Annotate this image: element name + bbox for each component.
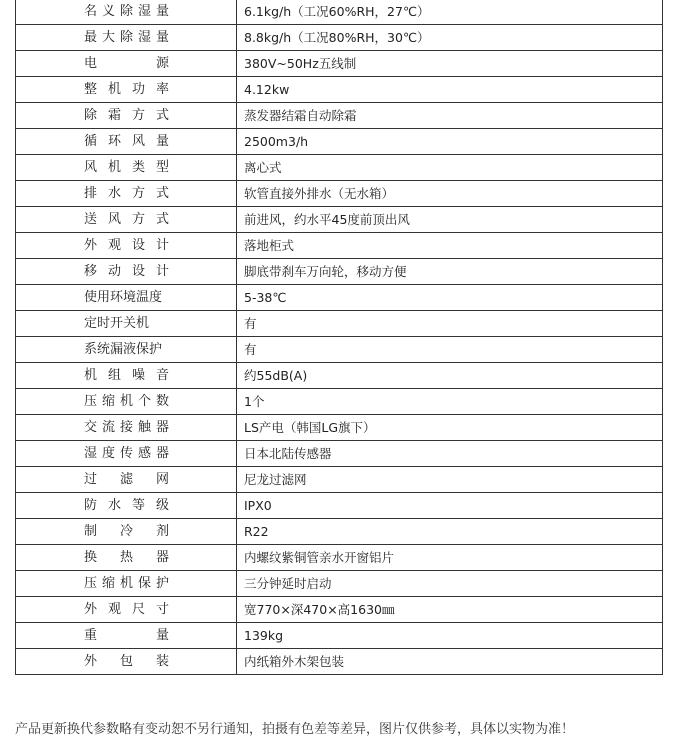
- spec-value: 有: [237, 311, 663, 337]
- spec-table: [15, 0, 663, 675]
- spec-value: 落地柜式: [237, 233, 663, 259]
- spec-value: 5-38℃: [237, 285, 663, 311]
- spec-label: 防水等级: [84, 498, 169, 513]
- spec-value: 尼龙过滤网: [237, 467, 663, 493]
- spec-row: [16, 441, 663, 467]
- spec-label-cell: [16, 25, 237, 51]
- spec-label-cell: [16, 623, 237, 649]
- spec-label: 除霜方式: [84, 108, 169, 123]
- footer-note: 产品更新换代参数略有变动恕不另行通知，拍摄有色差等差异，图片仅供参考，具体以实物为准！: [15, 722, 575, 737]
- spec-label: 压缩机个数: [84, 394, 169, 409]
- spec-label-cell: [16, 207, 237, 233]
- spec-label-cell: [16, 259, 237, 285]
- spec-label: 名义除湿量: [84, 4, 169, 19]
- spec-label-cell: [16, 415, 237, 441]
- spec-label-cell: [16, 441, 237, 467]
- spec-row: [16, 259, 663, 285]
- spec-row: [16, 103, 663, 129]
- spec-row: [16, 493, 663, 519]
- spec-row: [16, 77, 663, 103]
- spec-label: 风机类型: [84, 160, 169, 175]
- spec-table-body: [16, 0, 663, 675]
- spec-label: 湿度传感器: [84, 446, 169, 461]
- spec-label-cell: [16, 233, 237, 259]
- spec-label: 交流接触器: [84, 420, 169, 435]
- spec-value: 139kg: [237, 623, 663, 649]
- spec-value: 软管直接外排水（无水箱）: [237, 181, 663, 207]
- spec-label-cell: [16, 155, 237, 181]
- spec-label: 换热器: [84, 550, 169, 565]
- spec-row: [16, 155, 663, 181]
- spec-label-cell: [16, 103, 237, 129]
- spec-label-cell: [16, 363, 237, 389]
- spec-value: R22: [237, 519, 663, 545]
- spec-row: [16, 597, 663, 623]
- spec-label-cell: [16, 493, 237, 519]
- spec-value: 蒸发器结霜自动除霜: [237, 103, 663, 129]
- spec-label-cell: [16, 545, 237, 571]
- spec-label-cell: [16, 649, 237, 675]
- spec-value: 有: [237, 337, 663, 363]
- spec-row: [16, 623, 663, 649]
- spec-row: [16, 129, 663, 155]
- spec-row: [16, 311, 663, 337]
- spec-row: [16, 389, 663, 415]
- spec-row: [16, 467, 663, 493]
- spec-value: 脚底带刹车万向轮，移动方便: [237, 259, 663, 285]
- spec-value: LS产电（韩国LG旗下）: [237, 415, 663, 441]
- spec-label: 机组噪音: [84, 368, 169, 383]
- spec-label: 重量: [84, 628, 169, 643]
- spec-value: 4.12kw: [237, 77, 663, 103]
- spec-label-cell: [16, 389, 237, 415]
- spec-label: 定时开关机: [84, 316, 150, 331]
- spec-label-cell: [16, 337, 237, 363]
- spec-value: 日本北陆传感器: [237, 441, 663, 467]
- spec-value: 三分钟延时启动: [237, 571, 663, 597]
- spec-value: 离心式: [237, 155, 663, 181]
- spec-row: [16, 545, 663, 571]
- spec-label-cell: [16, 519, 237, 545]
- spec-row: [16, 207, 663, 233]
- spec-value: 8.8kg/h（工况80%RH，30℃）: [237, 25, 663, 51]
- spec-row: [16, 181, 663, 207]
- spec-row: [16, 571, 663, 597]
- spec-row: [16, 519, 663, 545]
- spec-value: 内纸箱外木架包装: [237, 649, 663, 675]
- spec-label: 排水方式: [84, 186, 169, 201]
- spec-label-cell: [16, 285, 237, 311]
- spec-label: 压缩机保护: [84, 576, 169, 591]
- spec-label: 电源: [84, 56, 169, 71]
- spec-row: [16, 337, 663, 363]
- spec-value: 约55dB(A): [237, 363, 663, 389]
- spec-label: 使用环境温度: [84, 290, 163, 305]
- spec-value: 6.1kg/h（工况60%RH，27℃）: [237, 0, 663, 25]
- spec-label-cell: [16, 467, 237, 493]
- spec-row: [16, 415, 663, 441]
- spec-value: 前进风，约水平45度前顶出风: [237, 207, 663, 233]
- spec-label: 送风方式: [84, 212, 169, 227]
- spec-label-cell: [16, 311, 237, 337]
- spec-label: 过滤网: [84, 472, 169, 487]
- spec-value: 内螺纹紫铜管亲水开窗铝片: [237, 545, 663, 571]
- spec-label: 外观设计: [84, 238, 169, 253]
- spec-row: [16, 0, 663, 25]
- spec-label: 系统漏液保护: [84, 342, 163, 357]
- spec-label-cell: [16, 129, 237, 155]
- spec-row: [16, 51, 663, 77]
- spec-label: 移动设计: [84, 264, 169, 279]
- spec-label: 整机功率: [84, 82, 169, 97]
- spec-label-cell: [16, 571, 237, 597]
- spec-label: 外观尺寸: [84, 602, 169, 617]
- spec-row: [16, 285, 663, 311]
- spec-label-cell: [16, 51, 237, 77]
- spec-value: 2500m3/h: [237, 129, 663, 155]
- spec-label-cell: [16, 597, 237, 623]
- spec-label-cell: [16, 181, 237, 207]
- spec-row: [16, 649, 663, 675]
- spec-value: 1个: [237, 389, 663, 415]
- spec-row: [16, 25, 663, 51]
- spec-label: 制冷剂: [84, 524, 169, 539]
- spec-row: [16, 233, 663, 259]
- spec-value: 宽770×深470×高1630㎜: [237, 597, 663, 623]
- spec-value: IPX0: [237, 493, 663, 519]
- spec-row: [16, 363, 663, 389]
- spec-label-cell: [16, 77, 237, 103]
- spec-label: 外包装: [84, 654, 169, 669]
- spec-label-cell: [16, 0, 237, 25]
- spec-value: 380V~50Hz五线制: [237, 51, 663, 77]
- spec-label: 最大除湿量: [84, 30, 169, 45]
- spec-label: 循环风量: [84, 134, 169, 149]
